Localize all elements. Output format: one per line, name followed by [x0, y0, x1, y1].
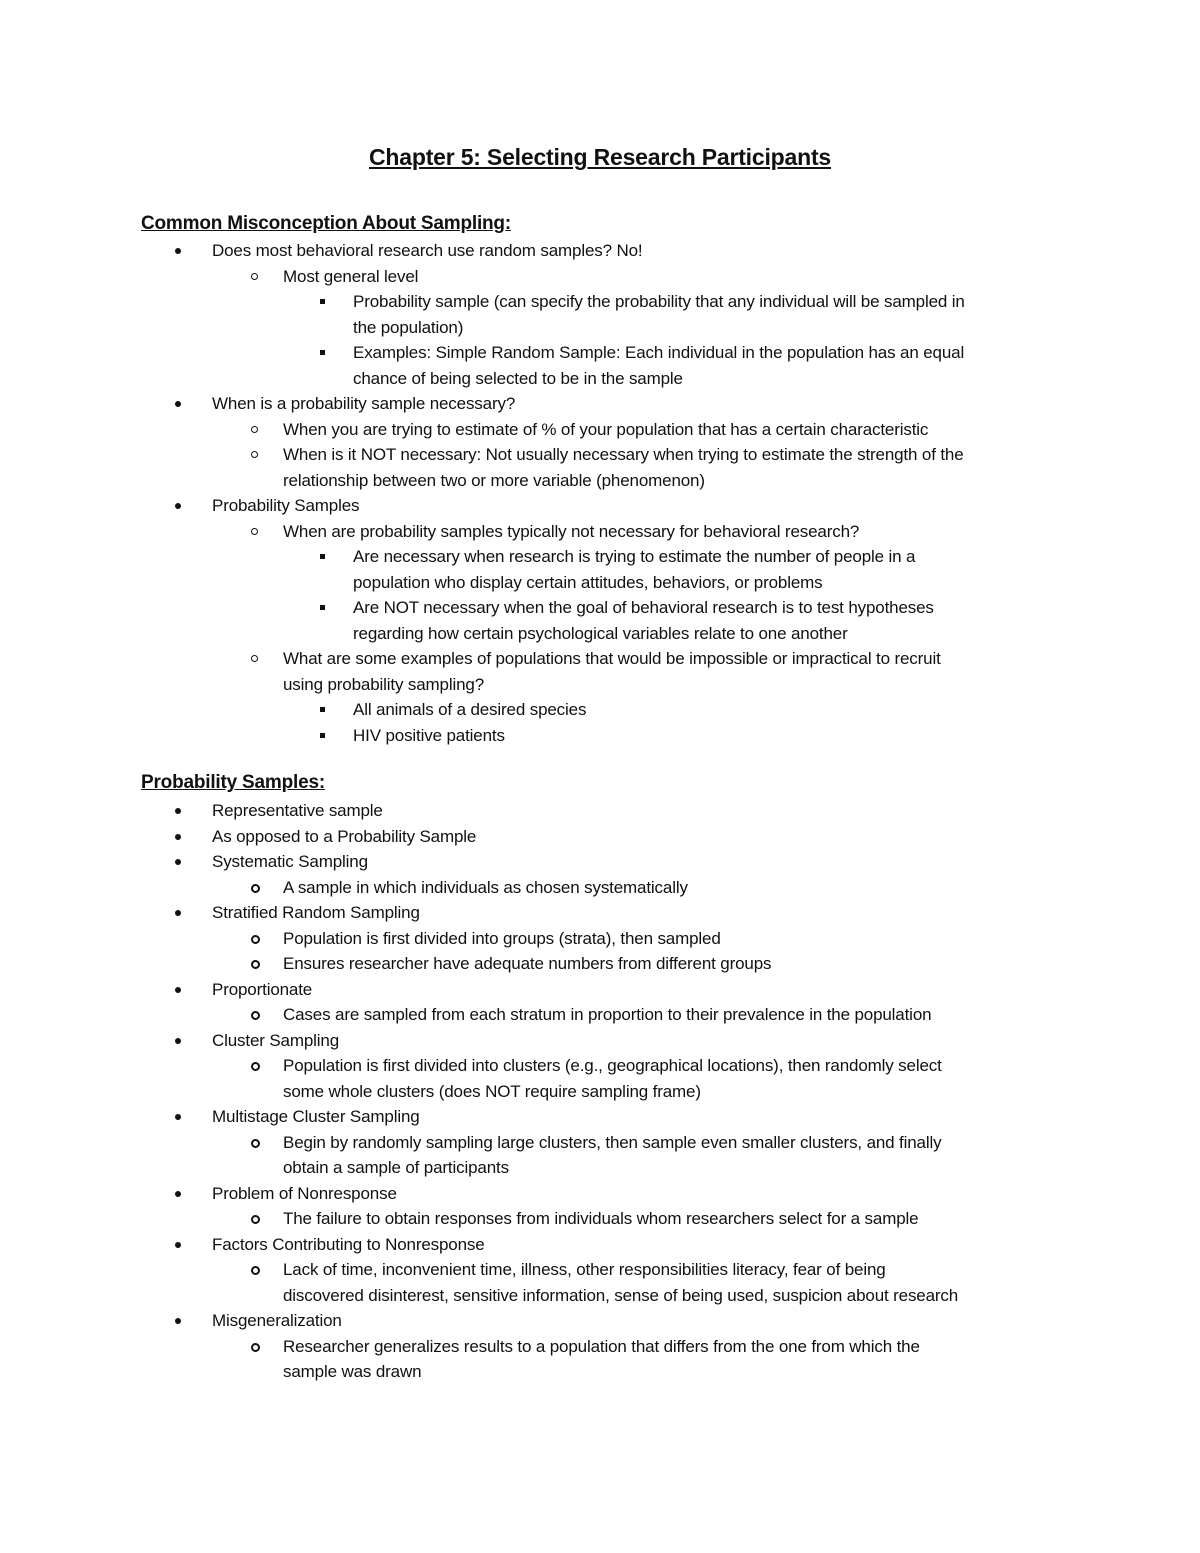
list-item-level-2: Ensures researcher have adequate numbers from different groups — [283, 954, 772, 973]
list-item-level-3: regarding how certain psychological variables relate to one another — [353, 623, 848, 643]
list-item-level-2: What are some examples of populations that would be impossible or impractical to recruit — [283, 649, 941, 668]
list-item-level-1: Factors Contributing to Nonresponse — [212, 1234, 485, 1254]
list-item-level-3: Are NOT necessary when the goal of behavioral research is to test hypotheses — [353, 598, 934, 617]
list-item-level-2: When is it NOT necessary: Not usually necessary when trying to estimate the strength of the — [283, 445, 964, 464]
list-item-level-1: As opposed to a Probability Sample — [212, 826, 477, 846]
list-item-level-2: A sample in which individuals as chosen systematically — [283, 877, 688, 897]
list-item-level-1: When is a probability sample necessary? — [212, 394, 516, 413]
list-item-level-2: Most general level — [283, 266, 419, 286]
list-item-level-3: Examples: Simple Random Sample: Each individual in the population has an equal — [353, 343, 965, 362]
list-item-level-3: chance of being selected to be in the sample — [353, 368, 683, 388]
list-item-level-2: Lack of time, inconvenient time, illness, other responsibilities literacy, fear of being — [283, 1260, 886, 1279]
list-item-level-2: Researcher generalizes results to a population that differs from the one from which the — [283, 1336, 920, 1356]
list-item-level-1: Representative sample — [212, 801, 383, 820]
list-item-level-1: Cluster Sampling — [212, 1030, 340, 1050]
list-item-level-1: Does most behavioral research use random samples? No! — [212, 241, 643, 260]
list-item-level-3: the population) — [353, 317, 464, 337]
list-item-level-2: discovered disinterest, sensitive information, sense of being used, suspicion about research — [283, 1285, 959, 1305]
list-item-level-1: Misgeneralization — [212, 1311, 342, 1330]
list-item-level-2: Cases are sampled from each stratum in proportion to their prevalence in the population — [283, 1005, 932, 1024]
document-title: Chapter 5: Selecting Research Participants — [369, 144, 831, 170]
list-item-level-2: The failure to obtain responses from individuals whom researchers select for a sample — [283, 1209, 919, 1228]
list-item-level-3: Are necessary when research is trying to estimate the number of people in a — [353, 547, 916, 566]
list-item-level-2: sample was drawn — [283, 1362, 422, 1381]
list-item-level-3: All animals of a desired species — [353, 700, 587, 719]
list-item-level-1: Stratified Random Sampling — [212, 903, 420, 922]
list-item-level-2: using probability sampling? — [283, 674, 485, 694]
list-item-level-2: obtain a sample of participants — [283, 1158, 509, 1177]
list-item-level-2: When you are trying to estimate of % of your population that has a certain characteristic — [283, 419, 929, 439]
section-heading: Probability Samples: — [141, 772, 325, 793]
list-item-level-1: Systematic Sampling — [212, 852, 368, 871]
list-item-level-2: Population is first divided into groups (strata), then sampled — [283, 928, 721, 948]
list-item-level-2: Population is first divided into clusters (e.g., geographical locations), then randomly select — [283, 1056, 942, 1075]
list-item-level-3: population who display certain attitudes, behaviors, or problems — [353, 572, 823, 592]
list-item-level-2: When are probability samples typically not necessary for behavioral research? — [283, 521, 860, 541]
list-item-level-1: Proportionate — [212, 979, 313, 999]
list-item-level-3: HIV positive patients — [353, 725, 505, 745]
list-item-level-1: Probability Samples — [212, 496, 360, 515]
list-item-level-2: relationship between two or more variable (phenomenon) — [283, 470, 705, 490]
list-item-level-2: some whole clusters (does NOT require sampling frame) — [283, 1081, 701, 1101]
section-heading: Common Misconception About Sampling: — [141, 213, 511, 234]
list-item-level-1: Multistage Cluster Sampling — [212, 1107, 420, 1126]
list-item-level-3: Probability sample (can specify the probability that any individual will be sampled in — [353, 292, 965, 311]
list-item-level-2: Begin by randomly sampling large clusters, then sample even smaller clusters, and finally — [283, 1132, 942, 1152]
list-item-level-1: Problem of Nonresponse — [212, 1183, 397, 1203]
